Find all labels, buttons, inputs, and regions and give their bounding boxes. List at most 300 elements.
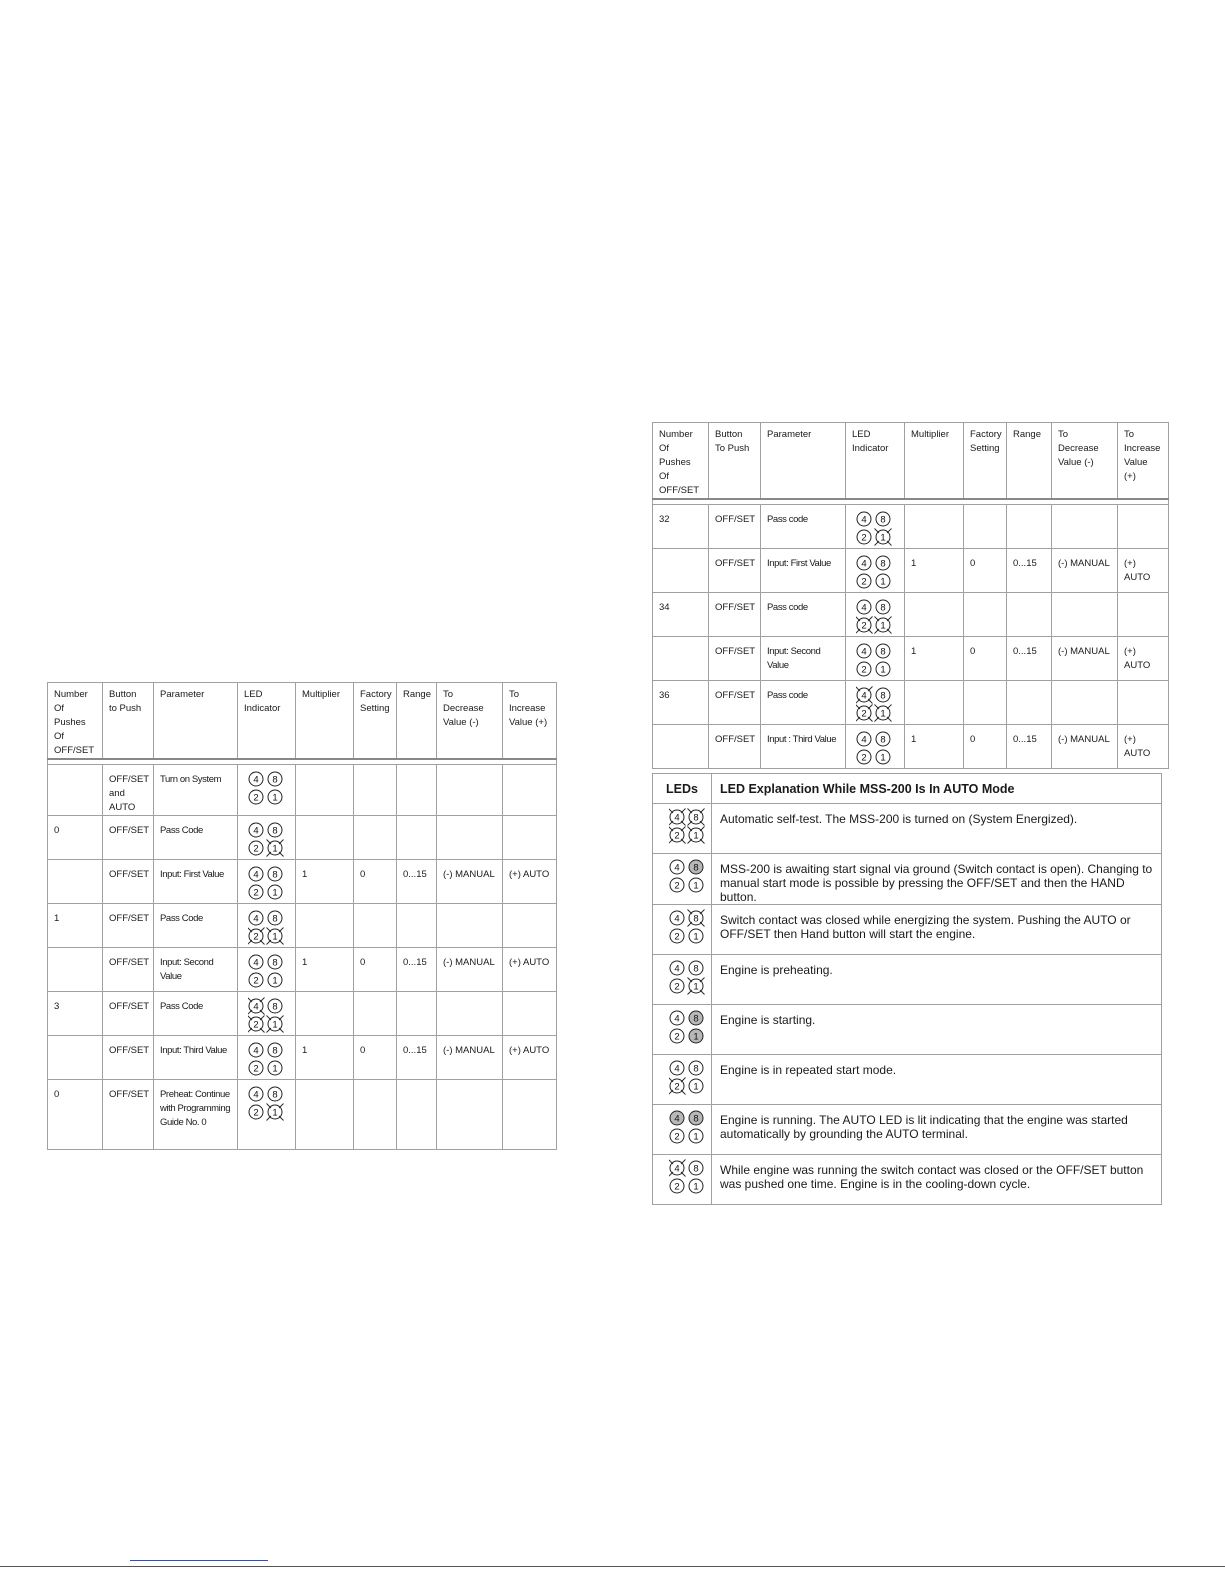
led-state-cell bbox=[653, 1105, 712, 1155]
parameter-cell: Input: First Value bbox=[154, 860, 238, 904]
multiplier-cell bbox=[905, 681, 964, 725]
header-button: Button to Push bbox=[103, 683, 154, 760]
multiplier-cell bbox=[905, 505, 964, 549]
led-state-cell bbox=[653, 905, 712, 955]
led-indicator-icon bbox=[856, 730, 896, 768]
factory-setting-cell bbox=[964, 681, 1007, 725]
svg-text:2: 2 bbox=[861, 708, 867, 720]
header-multiplier: Multiplier bbox=[905, 423, 964, 500]
header-led: LED Indicator bbox=[238, 683, 296, 760]
factory-setting-cell: 0 bbox=[964, 549, 1007, 593]
svg-text:4: 4 bbox=[253, 913, 259, 925]
table-row bbox=[653, 1105, 1162, 1155]
svg-text:4: 4 bbox=[674, 862, 680, 874]
led-indicator-icon bbox=[248, 953, 288, 991]
svg-text:4: 4 bbox=[253, 1001, 259, 1013]
increase-cell: (+) AUTO bbox=[503, 948, 557, 992]
led-indicator-icon bbox=[856, 510, 896, 548]
header-range: Range bbox=[1007, 423, 1052, 500]
svg-text:2: 2 bbox=[674, 981, 680, 993]
led-explanation-text: Engine is preheating. bbox=[712, 955, 1162, 1005]
header-explanation: LED Explanation While MSS-200 Is In AUTO Mode bbox=[712, 774, 1162, 804]
led-indicator-icon bbox=[669, 913, 707, 949]
parameter-cell: Pass Code bbox=[154, 816, 238, 860]
svg-text:2: 2 bbox=[253, 887, 259, 899]
svg-text:4: 4 bbox=[253, 825, 259, 837]
led-explanation-text: Switch contact was closed while energizing the system. Pushing the AUTO or OFF/SET then Hand button will start the engine. bbox=[712, 905, 1162, 955]
led-cell bbox=[846, 681, 905, 725]
svg-text:2: 2 bbox=[253, 975, 259, 987]
factory-setting-cell bbox=[354, 992, 397, 1036]
increase-cell bbox=[503, 992, 557, 1036]
led-indicator-icon bbox=[856, 554, 896, 592]
pushes-cell: 32 bbox=[653, 505, 709, 549]
led-state-cell bbox=[653, 804, 712, 854]
table-row bbox=[48, 992, 557, 1036]
svg-text:1: 1 bbox=[880, 708, 886, 720]
button-cell: OFF/SET bbox=[103, 948, 154, 992]
svg-text:8: 8 bbox=[272, 913, 278, 925]
header-parameter: Parameter bbox=[154, 683, 238, 760]
parameter-cell: Input: First Value bbox=[761, 549, 846, 593]
svg-text:8: 8 bbox=[693, 1013, 699, 1025]
button-cell: OFF/SET bbox=[103, 1036, 154, 1080]
svg-text:1: 1 bbox=[272, 1019, 278, 1031]
svg-text:1: 1 bbox=[880, 576, 886, 588]
button-cell: OFF/SET bbox=[709, 549, 761, 593]
multiplier-cell: 1 bbox=[905, 549, 964, 593]
svg-text:8: 8 bbox=[693, 963, 699, 975]
svg-text:4: 4 bbox=[253, 957, 259, 969]
svg-text:1: 1 bbox=[693, 981, 699, 993]
svg-text:2: 2 bbox=[674, 1031, 680, 1043]
svg-text:8: 8 bbox=[272, 774, 278, 786]
decrease-cell: (-) MANUAL bbox=[1052, 725, 1118, 769]
multiplier-cell bbox=[296, 765, 354, 816]
range-cell: 0...15 bbox=[397, 1036, 437, 1080]
decrease-cell bbox=[1052, 505, 1118, 549]
led-indicator-icon bbox=[669, 963, 707, 999]
parameter-cell: Pass code bbox=[761, 681, 846, 725]
decrease-cell bbox=[437, 992, 503, 1036]
range-cell: 0...15 bbox=[397, 948, 437, 992]
factory-setting-cell: 0 bbox=[354, 948, 397, 992]
multiplier-cell bbox=[296, 992, 354, 1036]
led-explanation-text: Engine is starting. bbox=[712, 1005, 1162, 1055]
led-state-cell bbox=[653, 955, 712, 1005]
svg-text:1: 1 bbox=[272, 1063, 278, 1075]
pushes-cell bbox=[48, 860, 103, 904]
svg-text:8: 8 bbox=[880, 646, 886, 658]
multiplier-cell bbox=[296, 1080, 354, 1150]
increase-cell: (+) AUTO bbox=[1118, 725, 1169, 769]
svg-text:2: 2 bbox=[674, 880, 680, 892]
table-row bbox=[48, 816, 557, 860]
svg-text:4: 4 bbox=[674, 1063, 680, 1075]
svg-text:4: 4 bbox=[674, 1113, 680, 1125]
svg-text:8: 8 bbox=[693, 1163, 699, 1175]
multiplier-cell: 1 bbox=[905, 725, 964, 769]
increase-cell bbox=[1118, 505, 1169, 549]
led-indicator-icon bbox=[248, 865, 288, 903]
decrease-cell: (-) MANUAL bbox=[437, 1036, 503, 1080]
table-row bbox=[48, 904, 557, 948]
increase-cell bbox=[503, 904, 557, 948]
range-cell bbox=[1007, 593, 1052, 637]
svg-text:4: 4 bbox=[674, 963, 680, 975]
button-cell: OFF/SET bbox=[103, 816, 154, 860]
header-pushes: Number Of Pushes Of OFF/SET bbox=[653, 423, 709, 500]
table-header-row bbox=[653, 774, 1162, 804]
multiplier-cell: 1 bbox=[905, 637, 964, 681]
table-row bbox=[653, 804, 1162, 854]
led-cell bbox=[238, 948, 296, 992]
table-row bbox=[653, 681, 1169, 725]
table-row bbox=[48, 860, 557, 904]
increase-cell bbox=[1118, 681, 1169, 725]
led-indicator-icon bbox=[248, 909, 288, 947]
led-indicator-icon bbox=[856, 686, 896, 724]
footer-link-underline bbox=[130, 1560, 268, 1561]
header-pushes: Number Of Pushes Of OFF/SET bbox=[48, 683, 103, 760]
led-explanation-text: While engine was running the switch contact was closed or the OFF/SET button was pushed one time. Engine is in the cooling-down cycle. bbox=[712, 1155, 1162, 1205]
pushes-cell bbox=[48, 765, 103, 816]
led-indicator-icon bbox=[248, 997, 288, 1035]
header-range: Range bbox=[397, 683, 437, 760]
factory-setting-cell: 0 bbox=[354, 860, 397, 904]
svg-text:4: 4 bbox=[861, 690, 867, 702]
button-cell: OFF/SET bbox=[103, 1080, 154, 1150]
svg-text:8: 8 bbox=[272, 1001, 278, 1013]
svg-text:2: 2 bbox=[861, 664, 867, 676]
parameter-cell: Pass Code bbox=[154, 904, 238, 948]
table-row bbox=[653, 955, 1162, 1005]
led-cell bbox=[846, 549, 905, 593]
led-cell bbox=[846, 725, 905, 769]
led-indicator-icon bbox=[669, 1113, 707, 1149]
table-row bbox=[653, 725, 1169, 769]
table-row bbox=[653, 637, 1169, 681]
svg-text:2: 2 bbox=[674, 931, 680, 943]
led-state-cell bbox=[653, 1055, 712, 1105]
led-cell bbox=[238, 860, 296, 904]
svg-text:4: 4 bbox=[861, 734, 867, 746]
parameter-cell: Input: Second Value bbox=[761, 637, 846, 681]
led-indicator-icon bbox=[669, 1013, 707, 1049]
pushes-cell: 3 bbox=[48, 992, 103, 1036]
header-increase: To Increase Value (+) bbox=[503, 683, 557, 760]
svg-text:4: 4 bbox=[861, 558, 867, 570]
led-cell bbox=[846, 505, 905, 549]
range-cell: 0...15 bbox=[1007, 637, 1052, 681]
pushes-cell: 0 bbox=[48, 816, 103, 860]
page-footer-rule bbox=[0, 1566, 1225, 1567]
multiplier-cell: 1 bbox=[296, 860, 354, 904]
svg-text:2: 2 bbox=[674, 1181, 680, 1193]
button-cell: OFF/SET bbox=[709, 593, 761, 637]
pushes-cell bbox=[48, 1036, 103, 1080]
led-state-cell bbox=[653, 1155, 712, 1205]
led-explanation-text: Automatic self-test. The MSS-200 is turned on (System Energized). bbox=[712, 804, 1162, 854]
increase-cell bbox=[503, 765, 557, 816]
svg-text:8: 8 bbox=[693, 913, 699, 925]
led-cell bbox=[846, 637, 905, 681]
decrease-cell bbox=[437, 765, 503, 816]
factory-setting-cell bbox=[354, 904, 397, 948]
pushes-cell bbox=[653, 637, 709, 681]
parameter-cell: Input: Second Value bbox=[154, 948, 238, 992]
table-row bbox=[653, 905, 1162, 955]
header-increase: To Increase Value (+) bbox=[1118, 423, 1169, 500]
header-leds: LEDs bbox=[653, 774, 712, 804]
multiplier-cell: 1 bbox=[296, 1036, 354, 1080]
parameter-cell: Input: Third Value bbox=[154, 1036, 238, 1080]
svg-text:1: 1 bbox=[272, 843, 278, 855]
table-row bbox=[48, 1036, 557, 1080]
header-button: Button To Push bbox=[709, 423, 761, 500]
increase-cell bbox=[1118, 593, 1169, 637]
svg-text:2: 2 bbox=[861, 752, 867, 764]
led-cell bbox=[238, 765, 296, 816]
svg-text:1: 1 bbox=[272, 887, 278, 899]
pushes-cell bbox=[48, 948, 103, 992]
table-row bbox=[48, 948, 557, 992]
factory-setting-cell: 0 bbox=[354, 1036, 397, 1080]
table-header-row bbox=[653, 423, 1169, 500]
svg-text:2: 2 bbox=[253, 1019, 259, 1031]
button-cell: OFF/SET bbox=[103, 860, 154, 904]
pushes-cell: 1 bbox=[48, 904, 103, 948]
table-row bbox=[653, 505, 1169, 549]
range-cell bbox=[1007, 505, 1052, 549]
svg-text:1: 1 bbox=[880, 664, 886, 676]
range-cell bbox=[397, 1080, 437, 1150]
led-indicator-icon bbox=[669, 812, 707, 848]
factory-setting-cell: 0 bbox=[964, 637, 1007, 681]
range-cell bbox=[397, 816, 437, 860]
button-cell: OFF/SET bbox=[709, 681, 761, 725]
right-programming-table bbox=[652, 422, 1169, 769]
table-row bbox=[653, 1005, 1162, 1055]
header-decrease: To Decrease Value (-) bbox=[1052, 423, 1118, 500]
table-row bbox=[653, 854, 1162, 905]
svg-text:2: 2 bbox=[253, 1107, 259, 1119]
factory-setting-cell bbox=[354, 1080, 397, 1150]
svg-text:2: 2 bbox=[674, 1081, 680, 1093]
svg-text:2: 2 bbox=[253, 1063, 259, 1075]
svg-text:8: 8 bbox=[693, 1063, 699, 1075]
svg-text:8: 8 bbox=[272, 1045, 278, 1057]
svg-text:4: 4 bbox=[253, 774, 259, 786]
led-cell bbox=[846, 593, 905, 637]
svg-text:4: 4 bbox=[674, 812, 680, 824]
table-row bbox=[653, 593, 1169, 637]
pushes-cell: 0 bbox=[48, 1080, 103, 1150]
led-indicator-icon bbox=[669, 1063, 707, 1099]
decrease-cell: (-) MANUAL bbox=[437, 948, 503, 992]
parameter-cell: Pass Code bbox=[154, 992, 238, 1036]
svg-text:8: 8 bbox=[693, 862, 699, 874]
led-indicator-icon bbox=[856, 598, 896, 636]
button-cell: OFF/SET bbox=[103, 904, 154, 948]
led-indicator-icon bbox=[248, 1085, 288, 1123]
increase-cell bbox=[503, 1080, 557, 1150]
svg-text:4: 4 bbox=[253, 1045, 259, 1057]
increase-cell: (+) AUTO bbox=[1118, 637, 1169, 681]
parameter-cell: Pass code bbox=[761, 505, 846, 549]
decrease-cell bbox=[437, 904, 503, 948]
svg-text:1: 1 bbox=[693, 931, 699, 943]
svg-text:8: 8 bbox=[272, 957, 278, 969]
svg-text:2: 2 bbox=[253, 931, 259, 943]
svg-text:8: 8 bbox=[693, 812, 699, 824]
header-factory: Factory Setting bbox=[964, 423, 1007, 500]
svg-text:8: 8 bbox=[693, 1113, 699, 1125]
svg-text:4: 4 bbox=[253, 869, 259, 881]
svg-text:2: 2 bbox=[861, 532, 867, 544]
table-row bbox=[653, 549, 1169, 593]
button-cell: OFF/SET bbox=[709, 725, 761, 769]
led-cell bbox=[238, 992, 296, 1036]
svg-text:8: 8 bbox=[272, 825, 278, 837]
led-indicator-icon bbox=[856, 642, 896, 680]
svg-text:8: 8 bbox=[880, 602, 886, 614]
svg-text:2: 2 bbox=[674, 830, 680, 842]
parameter-cell: Input : Third Value bbox=[761, 725, 846, 769]
pushes-cell: 34 bbox=[653, 593, 709, 637]
multiplier-cell bbox=[296, 816, 354, 860]
range-cell bbox=[397, 992, 437, 1036]
multiplier-cell bbox=[296, 904, 354, 948]
multiplier-cell bbox=[905, 593, 964, 637]
svg-text:4: 4 bbox=[861, 602, 867, 614]
range-cell: 0...15 bbox=[1007, 549, 1052, 593]
svg-text:1: 1 bbox=[272, 792, 278, 804]
parameter-cell: Preheat: Continue with Programming Guide No. 0 bbox=[154, 1080, 238, 1150]
table-header-row bbox=[48, 683, 557, 760]
svg-text:2: 2 bbox=[861, 620, 867, 632]
led-cell bbox=[238, 1036, 296, 1080]
factory-setting-cell bbox=[354, 765, 397, 816]
svg-text:2: 2 bbox=[861, 576, 867, 588]
pushes-cell bbox=[653, 549, 709, 593]
svg-text:4: 4 bbox=[861, 646, 867, 658]
header-parameter: Parameter bbox=[761, 423, 846, 500]
led-indicator-icon bbox=[248, 1041, 288, 1079]
svg-text:8: 8 bbox=[272, 1089, 278, 1101]
led-explanation-table bbox=[652, 773, 1162, 1205]
pushes-cell: 36 bbox=[653, 681, 709, 725]
svg-text:1: 1 bbox=[272, 931, 278, 943]
range-cell bbox=[397, 765, 437, 816]
factory-setting-cell bbox=[964, 505, 1007, 549]
button-cell: OFF/SET and AUTO bbox=[103, 765, 154, 816]
table-row bbox=[653, 1055, 1162, 1105]
svg-text:1: 1 bbox=[880, 532, 886, 544]
svg-text:8: 8 bbox=[880, 558, 886, 570]
table-row bbox=[653, 1155, 1162, 1205]
svg-text:4: 4 bbox=[674, 913, 680, 925]
button-cell: OFF/SET bbox=[709, 505, 761, 549]
svg-text:8: 8 bbox=[880, 514, 886, 526]
header-decrease: To Decrease Value (-) bbox=[437, 683, 503, 760]
increase-cell: (+) AUTO bbox=[503, 860, 557, 904]
svg-text:1: 1 bbox=[693, 830, 699, 842]
svg-text:1: 1 bbox=[880, 752, 886, 764]
led-cell bbox=[238, 1080, 296, 1150]
increase-cell bbox=[503, 816, 557, 860]
svg-text:8: 8 bbox=[880, 734, 886, 746]
svg-text:1: 1 bbox=[693, 1031, 699, 1043]
svg-text:4: 4 bbox=[674, 1013, 680, 1025]
svg-text:1: 1 bbox=[693, 1181, 699, 1193]
svg-text:8: 8 bbox=[880, 690, 886, 702]
table-row bbox=[48, 765, 557, 816]
pushes-cell bbox=[653, 725, 709, 769]
svg-text:1: 1 bbox=[880, 620, 886, 632]
led-indicator-icon bbox=[248, 770, 288, 808]
decrease-cell bbox=[1052, 681, 1118, 725]
parameter-cell: Turn on System bbox=[154, 765, 238, 816]
led-state-cell bbox=[653, 1005, 712, 1055]
multiplier-cell: 1 bbox=[296, 948, 354, 992]
svg-text:1: 1 bbox=[693, 1081, 699, 1093]
decrease-cell bbox=[1052, 593, 1118, 637]
svg-text:4: 4 bbox=[253, 1089, 259, 1101]
led-indicator-icon bbox=[669, 862, 707, 898]
range-cell: 0...15 bbox=[397, 860, 437, 904]
svg-text:2: 2 bbox=[253, 792, 259, 804]
factory-setting-cell: 0 bbox=[964, 725, 1007, 769]
led-explanation-text: Engine is running. The AUTO LED is lit indicating that the engine was started automatically by grounding the AUTO terminal. bbox=[712, 1105, 1162, 1155]
led-cell bbox=[238, 904, 296, 948]
svg-text:4: 4 bbox=[861, 514, 867, 526]
svg-text:1: 1 bbox=[693, 1131, 699, 1143]
led-indicator-icon bbox=[669, 1163, 707, 1199]
led-explanation-text: Engine is in repeated start mode. bbox=[712, 1055, 1162, 1105]
header-multiplier: Multiplier bbox=[296, 683, 354, 760]
factory-setting-cell bbox=[354, 816, 397, 860]
svg-text:8: 8 bbox=[272, 869, 278, 881]
led-explanation-text: MSS-200 is awaiting start signal via ground (Switch contact is open). Changing to manual start mode is possible by pressing the OFF/SET and then the HAND button. bbox=[712, 854, 1162, 905]
header-led: LED Indicator bbox=[846, 423, 905, 500]
range-cell bbox=[1007, 681, 1052, 725]
decrease-cell: (-) MANUAL bbox=[1052, 549, 1118, 593]
button-cell: OFF/SET bbox=[103, 992, 154, 1036]
svg-text:1: 1 bbox=[272, 975, 278, 987]
decrease-cell bbox=[437, 816, 503, 860]
decrease-cell bbox=[437, 1080, 503, 1150]
button-cell: OFF/SET bbox=[709, 637, 761, 681]
parameter-cell: Pass code bbox=[761, 593, 846, 637]
led-state-cell bbox=[653, 854, 712, 905]
table-row bbox=[48, 1080, 557, 1150]
svg-text:1: 1 bbox=[693, 880, 699, 892]
led-cell bbox=[238, 816, 296, 860]
increase-cell: (+) AUTO bbox=[1118, 549, 1169, 593]
svg-text:1: 1 bbox=[272, 1107, 278, 1119]
svg-text:2: 2 bbox=[674, 1131, 680, 1143]
decrease-cell: (-) MANUAL bbox=[437, 860, 503, 904]
increase-cell: (+) AUTO bbox=[503, 1036, 557, 1080]
range-cell bbox=[397, 904, 437, 948]
header-factory: Factory Setting bbox=[354, 683, 397, 760]
factory-setting-cell bbox=[964, 593, 1007, 637]
decrease-cell: (-) MANUAL bbox=[1052, 637, 1118, 681]
range-cell: 0...15 bbox=[1007, 725, 1052, 769]
svg-text:4: 4 bbox=[674, 1163, 680, 1175]
left-programming-table bbox=[47, 682, 557, 1150]
